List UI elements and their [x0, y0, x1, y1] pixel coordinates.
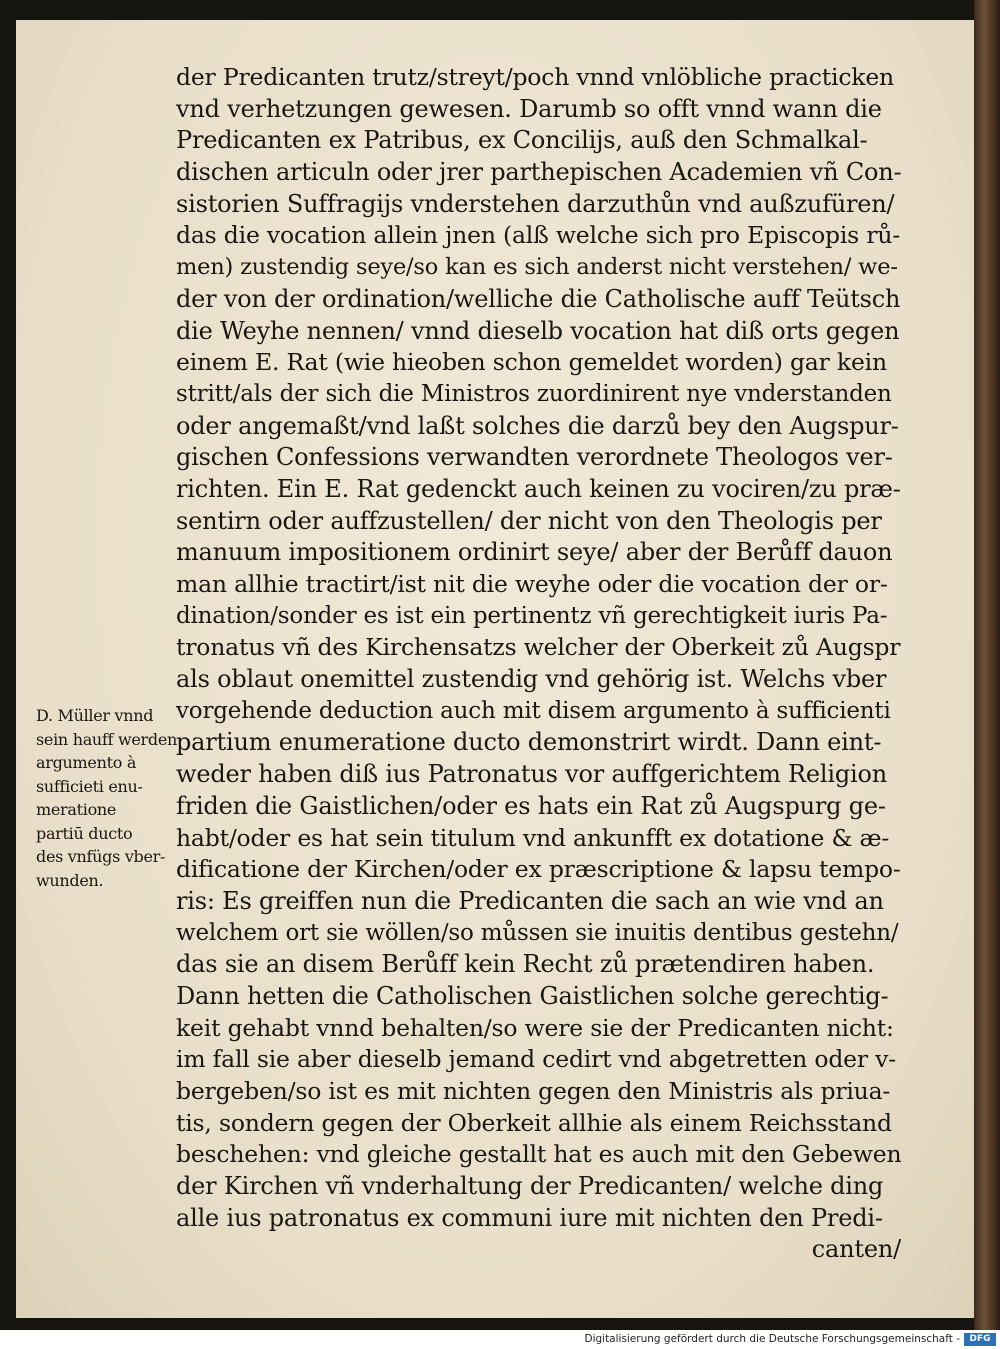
margin-note-line: wunden. — [36, 870, 104, 890]
margin-note — [36, 704, 184, 892]
text-line: richten. Ein E. Rat gedenckt auch keinen zu vociren/zu præ- — [176, 474, 901, 503]
body-text-block — [176, 62, 901, 1266]
margin-note-line: des vnfügs vber- — [36, 847, 166, 866]
text-line: der Predicanten trutz/streyt/poch vnnd vnlöbliche practicken — [176, 63, 894, 91]
text-line: bergeben/so ist es mit nichten gegen den Ministris als priua- — [176, 1077, 891, 1105]
text-line: die Weyhe nennen/ vnnd dieselb vocation hat diß orts gegen — [176, 316, 900, 345]
margin-note-line: sein hauff werden — [36, 729, 177, 749]
text-line: tis, sondern gegen der Oberkeit allhie als einem Reichsstand — [176, 1108, 892, 1137]
text-line: keit gehabt vnnd behalten/so were sie der Predicanten nicht: — [176, 1013, 894, 1042]
text-line: vnd verhetzungen gewesen. Darumb so offt vnnd wann die — [176, 94, 882, 123]
text-line: partium enumeratione ducto demonstrirt wirdt. Dann eint- — [176, 728, 882, 757]
text-line: alle ius patronatus ex communi iure mit nichten den Predi- — [176, 1203, 883, 1232]
margin-note-line: argumento à — [36, 753, 137, 772]
text-line: habt/oder es hat sein titulum vnd ankunfft ex dotatione & æ- — [176, 823, 890, 852]
text-line: der von der ordination/welliche die Catholische auff Teütsch — [176, 284, 901, 313]
text-line: dificatione der Kirchen/oder ex præscriptione & lapsu tempo- — [176, 855, 901, 884]
text-line: canten/ — [811, 1235, 901, 1264]
text-line: friden die Gaistlichen/oder es hats ein Rat zů Augspurg ge- — [176, 791, 886, 820]
text-line: manuum impositionem ordinirt seye/ aber der Berůff dauon — [176, 538, 893, 567]
margin-note-line: meratione — [36, 800, 117, 819]
text-line: tronatus vñ des Kirchensatzs welcher der Oberkeit zů Augspr — [176, 633, 901, 662]
text-line: sentirn oder auffzustellen/ der nicht von den Theologis per — [176, 506, 882, 535]
text-line: gischen Confessions verwandten verordnete Theologos ver- — [176, 443, 893, 472]
margin-note-line: sufficieti enu- — [36, 776, 143, 796]
text-line: das die vocation allein jnen (alß welche sich pro Episcopis rů- — [176, 221, 901, 250]
digitization-footer — [0, 1330, 1000, 1349]
dfg-logo: DFG — [964, 1333, 996, 1346]
text-line: sistorien Suffragijs vnderstehen darzuthůn vnd außzufüren/ — [176, 189, 895, 218]
text-line: weder haben diß ius Patronatus vor auffgerichtem Religion — [176, 760, 888, 789]
text-line: als oblaut onemittel zustendig vnd gehörig ist. Welchs vber — [176, 665, 887, 694]
text-line: das sie an disem Berůff kein Recht zů prætendiren haben. — [176, 950, 875, 979]
text-line: vorgehende deduction auch mit disem argumento à sufficienti — [176, 697, 891, 724]
footer-credit-text: Digitalisierung gefördert durch die Deutsche Forschungsgemeinschaft - — [584, 1333, 960, 1345]
text-line: stritt/als der sich die Ministros zuordinirent nye vnderstanden — [176, 380, 892, 407]
margin-note-line: partiū ducto — [36, 823, 133, 843]
text-line: dischen articuln oder jrer parthepischen Academien vñ Con- — [176, 158, 901, 187]
text-line: einem E. Rat (wie hieoben schon gemeldet worden) gar kein — [176, 348, 887, 377]
text-line: ris: Es greiffen nun die Predicanten die sach an wie vnd an — [176, 886, 884, 915]
margin-note-line: D. Müller vnnd — [36, 706, 154, 725]
text-line: Predicanten ex Patribus, ex Concilijs, auß den Schmalkal- — [176, 126, 868, 155]
text-line: men) zustendig seye/so kan es sich anderst nicht verstehen/ we- — [176, 254, 898, 281]
text-line: im fall sie aber dieselb jemand cedirt vnd abgetretten oder v- — [176, 1045, 897, 1074]
text-line: der Kirchen vñ vnderhaltung der Predicanten/ welche ding — [176, 1172, 884, 1201]
text-line: oder angemaßt/vnd laßt solches die darzů bey den Augspur- — [176, 411, 899, 440]
text-line: Dann hetten die Catholischen Gaistlichen solche gerechtig- — [176, 981, 889, 1010]
text-line: dination/sonder es ist ein pertinentz vñ gerechtigkeit iuris Pa- — [176, 602, 888, 629]
text-line: welchem ort sie wöllen/so můssen sie inuitis dentibus gestehn/ — [176, 919, 899, 946]
text-line: beschehen: vnd gleiche gestallt hat es auch mit den Gebewen — [176, 1140, 901, 1169]
text-line: man allhie tractirt/ist nit die weyhe oder die vocation der or- — [176, 570, 888, 598]
book-spine-edge — [974, 0, 1000, 1330]
